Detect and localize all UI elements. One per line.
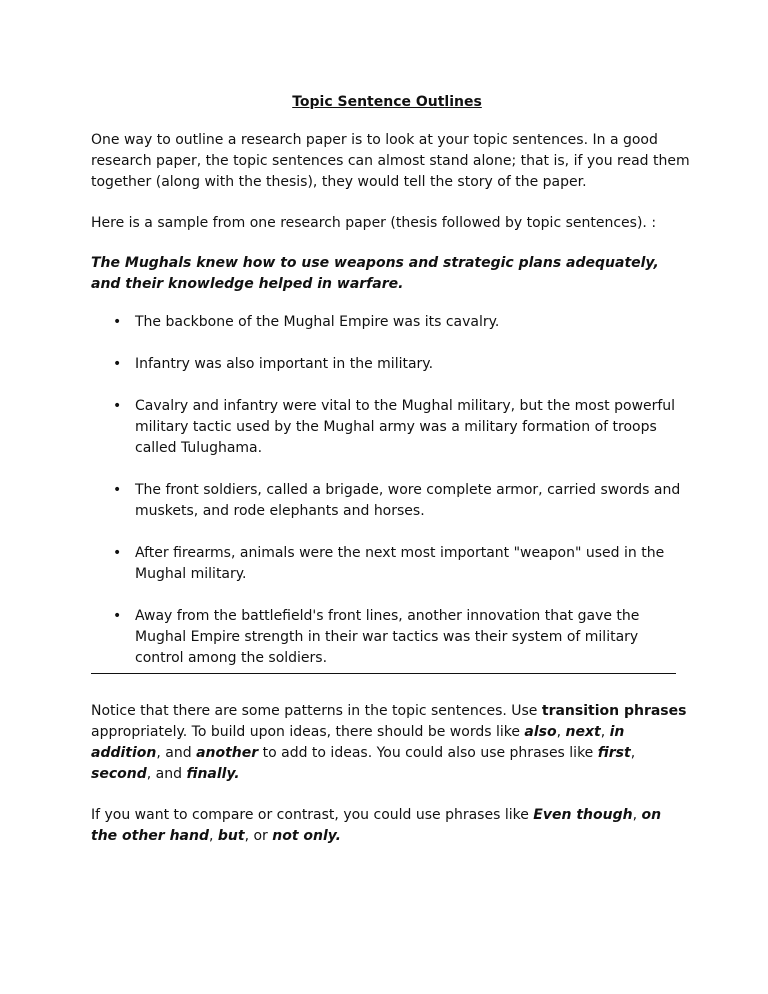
- horizontal-rule: [91, 673, 676, 674]
- document-page: [91, 92, 691, 847]
- list-item: [91, 312, 691, 333]
- topic-sentence-list: [91, 312, 691, 669]
- bullet-icon: •: [113, 398, 122, 414]
- list-item: [91, 396, 691, 459]
- keyword: but: [217, 828, 245, 844]
- keyword: finally.: [186, 766, 240, 782]
- bullet-icon: •: [113, 314, 122, 330]
- keyword: transition phrases: [541, 703, 687, 719]
- bullet-icon: •: [113, 608, 122, 624]
- topic-sentence: The backbone of the Mughal Empire was its cavalry.: [135, 314, 500, 330]
- compare-paragraph: If you want to compare or contrast, you could use phrases like Even though, on the other hand, but, or not only.: [91, 807, 662, 844]
- keyword: first: [597, 745, 631, 761]
- list-item: [91, 480, 691, 522]
- keyword: in addition: [91, 724, 625, 761]
- bullet-icon: •: [113, 356, 122, 372]
- notice-paragraph: Notice that there are some patterns in the topic sentences. Use transition phrases appropriately. To build upon ideas, there should be words like also, next, in addition, and another to add to ideas. You could also use phrases like first, second, and finally.: [91, 703, 687, 782]
- topic-sentence: After firearms, animals were the next most important "weapon" used in the Mughal military.: [135, 545, 665, 582]
- keyword: Even though: [533, 807, 633, 823]
- intro-paragraph: One way to outline a research paper is to look at your topic sentences. In a good research paper, the topic sentences can almost stand alone; that is, if you read them together (along with the thesis), they would tell the story of the paper.: [91, 132, 690, 190]
- keyword: also: [524, 724, 557, 740]
- page-title: Topic Sentence Outlines: [292, 94, 482, 110]
- list-item: [91, 543, 691, 585]
- keyword: not only.: [272, 828, 341, 844]
- keyword: another: [196, 745, 259, 761]
- keyword: next: [565, 724, 601, 740]
- list-item: [91, 606, 691, 669]
- list-item: [91, 354, 691, 375]
- topic-sentence: Away from the battlefield's front lines, another innovation that gave the Mughal Empire strength in their war tactics was their system of military control among the soldiers.: [135, 608, 640, 666]
- keyword: second: [91, 766, 147, 782]
- topic-sentence: The front soldiers, called a brigade, wore complete armor, carried swords and muskets, and rode elephants and horses.: [135, 482, 681, 519]
- bullet-icon: •: [113, 545, 122, 561]
- topic-sentence: Infantry was also important in the military.: [135, 356, 434, 372]
- thesis-statement: The Mughals knew how to use weapons and strategic plans adequately, and their knowledge helped in warfare.: [91, 255, 659, 292]
- sample-intro-paragraph: Here is a sample from one research paper (thesis followed by topic sentences). :: [91, 215, 657, 231]
- topic-sentence: Cavalry and infantry were vital to the Mughal military, but the most powerful military tactic used by the Mughal army was a military formation of troops called Tulughama.: [135, 398, 676, 456]
- bullet-icon: •: [113, 482, 122, 498]
- keyword: on the other hand: [91, 807, 662, 844]
